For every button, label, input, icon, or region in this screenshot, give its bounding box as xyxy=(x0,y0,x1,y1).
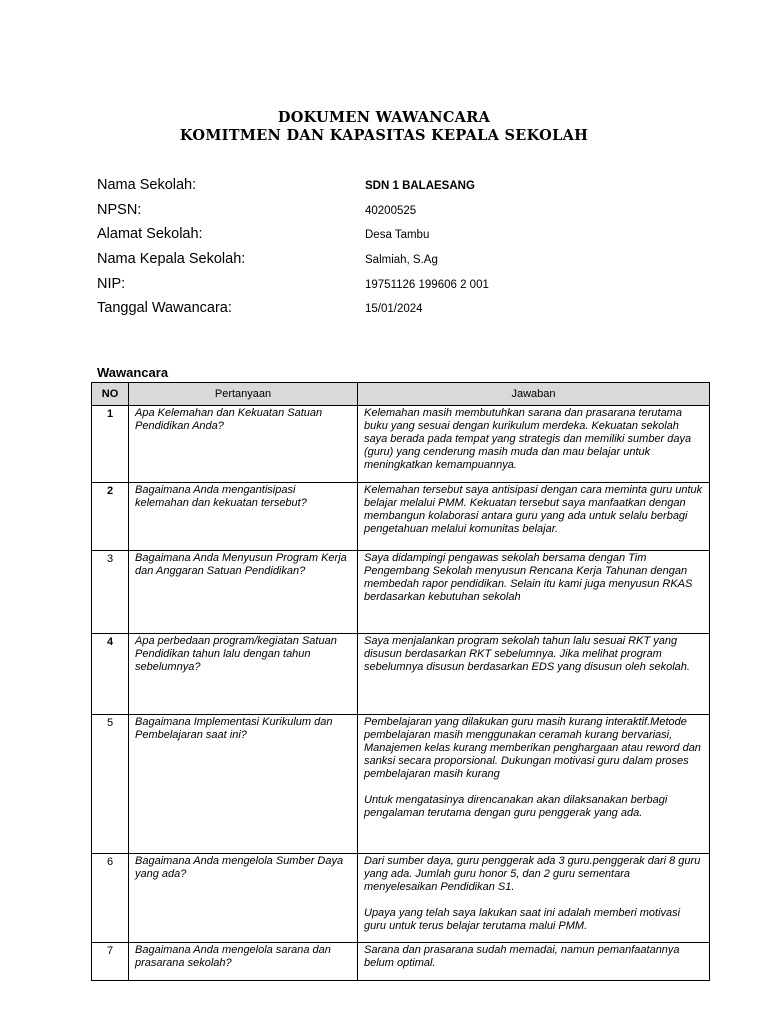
table-row xyxy=(92,854,710,943)
question-cell: Bagaimana Implementasi Kurikulum dan Pembelajaran saat ini? xyxy=(129,715,358,854)
answer-cell xyxy=(358,406,710,483)
table-row xyxy=(92,551,710,634)
question-cell: Apa Kelemahan dan Kekuatan Satuan Pendidikan Anda? xyxy=(129,406,358,483)
answer-cell xyxy=(358,483,710,551)
answer-cell xyxy=(358,715,710,854)
answer-cell xyxy=(358,943,710,981)
question-cell: Apa perbedaan program/kegiatan Satuan Pendidikan tahun lalu dengan tahun sebelumnya? xyxy=(129,634,358,715)
info-value: 40200525 xyxy=(365,204,417,217)
info-label: Nama Kepala Sekolah: xyxy=(97,251,246,268)
row-number: 1 xyxy=(92,406,129,483)
table-header-row xyxy=(92,383,710,406)
info-row-principal xyxy=(97,251,697,276)
answer-paragraph: Sarana dan prasarana sudah memadai, namun pemanfaatannya belum optimal. xyxy=(364,944,680,969)
answer-paragraph: Kelemahan masih membutuhkan sarana dan prasarana terutama buku yang sesuai dengan kurikulum merdeka. Kekuatan sekolah saya berada pada tempat yang strategis dan memiliki sumber daya (guru) yang cenderung masih muda dan mau belajar untuk meningkatkan kemampuannya. xyxy=(364,407,692,471)
info-label: NIP: xyxy=(97,275,126,292)
question-cell: Bagaimana Anda mengantisipasi kelemahan dan kekuatan tersebut? xyxy=(129,483,358,551)
info-row-nip xyxy=(97,276,697,301)
answer-paragraph: Kelemahan tersebut saya antisipasi dengan cara meminta guru untuk belajar melalui PMM. Kekuatan tersebut saya manfaatkan dengan membangun kolaborasi antara guru yang ada untuk selalu berbagi pengetahuan melalui komunitas belajar. xyxy=(364,484,703,535)
table-row xyxy=(92,634,710,715)
row-number: 5 xyxy=(92,715,129,854)
info-row-address xyxy=(97,226,697,251)
answer-paragraph: Saya didampingi pengawas sekolah bersama dengan Tim Pengembang Sekolah menyusun Rencana Kerja Tahunan dengan membedah rapor pendidikan. Selain itu kami juga menyusun RKAS berdasarkan kebutuhan sekolah xyxy=(364,552,693,603)
table-row xyxy=(92,715,710,854)
question-cell: Bagaimana Anda mengelola sarana dan prasarana sekolah? xyxy=(129,943,358,981)
info-label: Alamat Sekolah: xyxy=(97,226,203,243)
answer-paragraph: Untuk mengatasinya direncanakan akan dilaksanakan berbagi pengalaman terutama dengan guru penggerak yang ada. xyxy=(364,794,668,819)
table-row xyxy=(92,406,710,483)
row-number: 6 xyxy=(92,854,129,943)
info-row-school-name xyxy=(97,177,697,202)
info-label: NPSN: xyxy=(97,201,142,218)
info-row-date xyxy=(97,300,697,325)
row-number: 2 xyxy=(92,483,129,551)
info-value: SDN 1 BALAESANG xyxy=(365,180,475,192)
info-value: 15/01/2024 xyxy=(365,303,423,316)
answer-paragraph: Pembelajaran yang dilakukan guru masih kurang interaktif.Metode pembelajaran masih menggunakan ceramah kurang bervariasi, Manajemen kelas kurang memberikan penghargaan atau reword dan sanksi secara proporsional. Dukungan motivasi guru dalam proses pembelajaran masih kurang xyxy=(364,716,701,780)
table-row xyxy=(92,943,710,981)
info-value: 19751126 199606 2 001 xyxy=(365,278,489,291)
answer-paragraph: Upaya yang telah saya lakukan saat ini adalah memberi motivasi guru untuk terus belajar terutama malui PMM. xyxy=(364,907,681,932)
answer-paragraph: Dari sumber daya, guru penggerak ada 3 guru.penggerak dari 8 guru yang ada. Jumlah guru honor 5, dan 2 guru sementara menyelesaikan Pendidikan S1. xyxy=(364,855,701,893)
interview-table xyxy=(91,382,710,981)
answer-cell xyxy=(358,551,710,634)
info-value: Salmiah, S.Ag xyxy=(365,254,438,267)
info-label: Tanggal Wawancara: xyxy=(97,300,232,317)
section-title: Wawancara xyxy=(97,365,169,380)
info-label: Nama Sekolah: xyxy=(97,177,197,193)
question-cell: Bagaimana Anda mengelola Sumber Daya yang ada? xyxy=(129,854,358,943)
answer-cell xyxy=(358,854,710,943)
document-title: DOKUMEN WAWANCARA xyxy=(277,109,491,126)
question-cell: Bagaimana Anda Menyusun Program Kerja dan Anggaran Satuan Pendidikan? xyxy=(129,551,358,634)
school-info xyxy=(97,177,697,325)
document-subtitle: KOMITMEN DAN KAPASITAS KEPALA SEKOLAH xyxy=(179,127,589,144)
info-row-npsn xyxy=(97,202,697,227)
row-number: 3 xyxy=(92,551,129,634)
answer-cell xyxy=(358,634,710,715)
header-question: Pertanyaan xyxy=(129,383,358,406)
header-no: NO xyxy=(92,383,129,406)
header-answer: Jawaban xyxy=(358,383,710,406)
row-number: 4 xyxy=(92,634,129,715)
info-value: Desa Tambu xyxy=(365,229,430,242)
row-number: 7 xyxy=(92,943,129,981)
answer-paragraph: Saya menjalankan program sekolah tahun lalu sesuai RKT yang disusun berdasarkan RKT sebelumnya. Jika melihat program sebelumnya disusun berdasarkan EDS yang disusun oleh sekolah. xyxy=(364,635,690,673)
table-row xyxy=(92,483,710,551)
